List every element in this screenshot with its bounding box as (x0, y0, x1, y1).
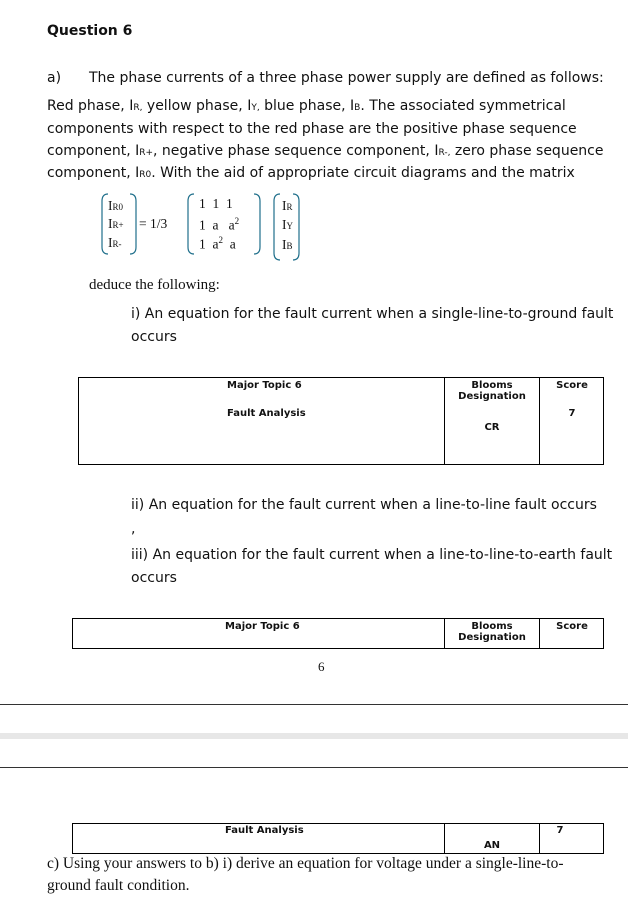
lhs-row-3: IR- (108, 235, 122, 250)
score-value: 7 (556, 825, 564, 836)
rhs-row-1: IR (282, 198, 293, 213)
part-c-line-2: ground fault condition. (47, 877, 190, 894)
item-i-line-2: occurs (131, 329, 177, 345)
equals-one-third: = 1/3 (139, 216, 168, 231)
middle-bracket-open (186, 193, 196, 255)
score-label: Score (556, 621, 588, 632)
left-bracket-close (128, 193, 138, 255)
paragraph-line-1: The phase currents of a three phase power supply are defined as follows: (89, 70, 604, 86)
matrix-row-2: 1 a $a^2$ (199, 216, 240, 233)
paragraph-line-4: component, IR+, negative phase sequence component, IR-, zero phase sequence (47, 143, 604, 159)
matrix-row-3: 1 $a^2$ a (199, 235, 236, 252)
part-a-label: a) (47, 70, 62, 86)
topic-name: Fault Analysis (227, 408, 306, 419)
item-ii: ii) An equation for the fault current when a line-to-line fault occurs (131, 497, 597, 513)
paragraph-line-2: Red phase, IR, yellow phase, IY, blue phase, IB. The associated symmetrical (47, 98, 566, 114)
topic-table-3 (72, 823, 604, 854)
part-c-line-1: c) Using your answers to b) i) derive an equation for voltage under a single-line-to- (47, 855, 564, 872)
topic-table-2 (72, 618, 604, 649)
paragraph-line-3: components with respect to the red phase are the positive phase sequence (47, 121, 577, 137)
question-title: Question 6 (47, 23, 133, 39)
major-topic-label: Major Topic 6 (225, 621, 300, 632)
page-break-line-bottom (0, 767, 628, 768)
score-label: Score (556, 380, 588, 391)
score-value: 7 (568, 408, 576, 419)
blooms-label: Blooms Designation (458, 621, 526, 643)
blooms-value: CR (484, 422, 500, 433)
item-iii-line-1: iii) An equation for the fault current when a line-to-line-to-earth fault (131, 547, 613, 563)
item-iii-line-2: occurs (131, 570, 177, 586)
stray-comma: , (131, 521, 136, 537)
blooms-value: AN (483, 840, 501, 851)
lhs-row-2: IR+ (108, 216, 124, 231)
page-break-line-top (0, 704, 628, 705)
middle-bracket-close (252, 193, 262, 255)
topic-table-1 (78, 377, 604, 465)
page-number: 6 (318, 659, 325, 674)
major-topic-label: Major Topic 6 (227, 380, 302, 391)
item-i-line-1: i) An equation for the fault current when a single-line-to-ground fault (131, 306, 614, 322)
right-bracket-open (272, 193, 282, 261)
blooms-label: Blooms Designation (458, 380, 526, 402)
right-bracket-close (291, 193, 301, 261)
page-gap-band (0, 733, 628, 739)
topic-name: Fault Analysis (225, 825, 304, 836)
rhs-row-3: IB (282, 237, 293, 252)
rhs-row-2: IY (282, 217, 293, 232)
lhs-row-1: IR0 (108, 198, 124, 213)
paragraph-line-5: component, IR0. With the aid of appropriate circuit diagrams and the matrix (47, 165, 575, 181)
deduce-text: deduce the following: (89, 277, 220, 293)
matrix-row-1: 1 1 1 (199, 196, 233, 211)
